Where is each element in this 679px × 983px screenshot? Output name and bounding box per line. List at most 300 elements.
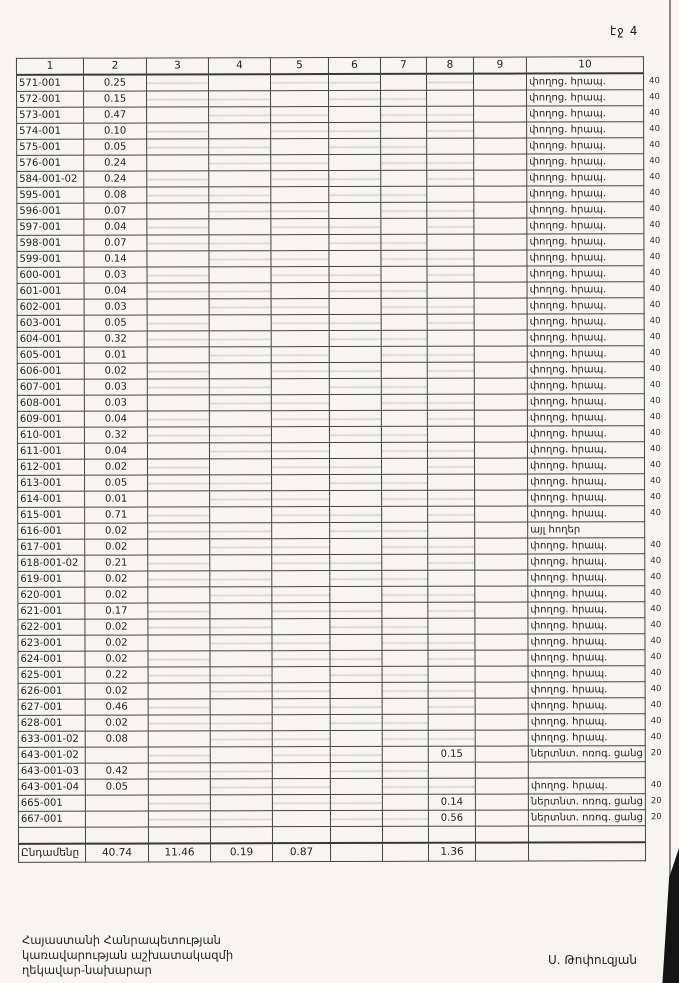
value-cell (475, 762, 528, 778)
edge-code: 40 (649, 316, 661, 327)
value-cell (427, 266, 474, 282)
value-cell (329, 90, 381, 106)
value-cell (427, 170, 474, 186)
land-type: փողոց. հրապ. (527, 218, 644, 234)
value-cell (329, 266, 381, 282)
value-cell (330, 602, 382, 618)
parcel-code: 574-001 (17, 123, 84, 139)
value-cell (382, 538, 428, 554)
land-type: այլ հողեր (528, 522, 645, 538)
value-cell (427, 362, 474, 378)
value-cell (381, 394, 427, 410)
table-row (18, 810, 671, 828)
value-cell (147, 155, 209, 171)
value-cell (209, 171, 271, 187)
value-cell (474, 170, 527, 186)
issuer-line-2: կառավարության աշխատակազմի (22, 948, 234, 962)
value-cell (427, 426, 474, 442)
parcel-code: 598-001 (17, 235, 84, 251)
issuer-block (22, 933, 233, 978)
value-cell (382, 522, 428, 538)
value-cell (147, 315, 209, 331)
value-cell (272, 651, 330, 667)
land-type: փողոց. հրապ. (527, 314, 644, 330)
land-type: փողոց. հրապ. (527, 170, 644, 186)
table-row (17, 266, 670, 284)
value-cell (271, 459, 329, 475)
value-cell (271, 379, 329, 395)
land-type: փողոց. հրապ. (527, 346, 644, 362)
value-cell (475, 602, 528, 618)
parcel-code: 626-001 (18, 683, 85, 699)
value-cell: 0.14 (428, 794, 475, 810)
total-c5: 0.87 (273, 843, 331, 862)
value-cell (272, 619, 330, 635)
land-type (528, 762, 645, 778)
table-row (17, 362, 670, 380)
value-cell (271, 107, 329, 123)
value-cell (209, 459, 271, 475)
value-cell (209, 411, 271, 427)
edge-code: 40 (649, 75, 660, 86)
value-cell (147, 139, 209, 155)
value-cell (427, 346, 474, 362)
value-cell (382, 730, 428, 746)
edge-code: 40 (649, 156, 661, 167)
value-cell (272, 523, 330, 539)
parcel-code: 643-001-04 (18, 779, 85, 795)
value-cell (329, 458, 381, 474)
value-cell: 0.02 (85, 683, 148, 699)
value-cell (475, 826, 528, 842)
column-header: 3 (146, 58, 208, 75)
value-cell (271, 267, 329, 283)
value-cell (210, 475, 272, 491)
value-cell (330, 618, 382, 634)
value-cell (475, 474, 528, 490)
parcel-code: 576-001 (17, 155, 84, 171)
value-cell: 0.56 (428, 810, 475, 826)
value-cell (209, 331, 271, 347)
value-cell (271, 187, 329, 203)
value-cell: 0.01 (85, 491, 148, 507)
value-cell (382, 586, 428, 602)
edge-code: 40 (649, 348, 661, 359)
value-cell (474, 90, 527, 106)
value-cell (209, 283, 271, 299)
value-cell (148, 715, 210, 731)
parcel-code: 620-001 (18, 587, 85, 603)
value-cell (474, 442, 527, 458)
parcel-code: 575-001 (17, 139, 84, 155)
value-cell (330, 666, 382, 682)
parcel-code: 596-001 (17, 203, 84, 219)
value-cell (382, 554, 428, 570)
table-row (17, 426, 670, 444)
parcel-code (18, 827, 85, 843)
value-cell (271, 155, 329, 171)
value-cell (474, 218, 527, 234)
value-cell: 0.02 (85, 635, 148, 651)
land-type: փողոց. հրապ. (527, 394, 644, 410)
value-cell (382, 602, 428, 618)
parcel-code: 572-001 (17, 91, 84, 107)
table-row (17, 154, 670, 172)
value-cell (209, 363, 271, 379)
value-cell: 0.25 (83, 75, 146, 92)
table-row (17, 378, 670, 396)
value-cell (381, 250, 427, 266)
value-cell (381, 218, 427, 234)
value-cell (475, 634, 528, 650)
value-cell (427, 234, 474, 250)
edge-code: 40 (649, 172, 661, 183)
value-cell (271, 139, 329, 155)
value-cell (473, 74, 526, 91)
table-row (17, 202, 670, 220)
land-type: փողոց. հրապ. (528, 474, 645, 490)
value-cell: 0.07 (84, 203, 147, 219)
value-cell (381, 346, 427, 362)
land-type: փողոց. հրապ. (527, 378, 644, 394)
value-cell (329, 362, 381, 378)
parcel-code: 602-001 (17, 299, 84, 315)
value-cell (381, 330, 427, 346)
edge-code (645, 762, 671, 778)
value-cell (427, 394, 474, 410)
value-cell (382, 826, 428, 842)
edge-code: 40 (649, 428, 661, 439)
value-cell (428, 762, 475, 778)
parcel-code: 623-001 (18, 635, 85, 651)
value-cell (475, 570, 528, 586)
value-cell (147, 379, 209, 395)
value-cell (271, 251, 329, 267)
value-cell (271, 171, 329, 187)
edge-code: 40 (650, 636, 662, 647)
page-number-label: էջ 4 (610, 24, 639, 38)
scan-edge-artifact (669, 0, 671, 983)
table-row (17, 458, 670, 476)
value-cell: 0.08 (84, 187, 147, 203)
value-cell (148, 731, 210, 747)
value-cell (272, 763, 330, 779)
value-cell (148, 571, 210, 587)
table-row (18, 698, 671, 716)
value-cell (428, 682, 475, 698)
parcel-code: 571-001 (16, 75, 83, 92)
value-cell (329, 234, 381, 250)
table-row (17, 138, 670, 156)
value-cell (330, 650, 382, 666)
value-cell: 0.71 (85, 507, 148, 523)
parcel-code: 606-001 (17, 363, 84, 379)
land-type: փողոց. հրապ. (528, 586, 645, 602)
value-cell (329, 138, 381, 154)
value-cell (428, 570, 475, 586)
land-type: փողոց. հրապ. (527, 442, 644, 458)
table-row (17, 90, 670, 108)
total-label: Ընդամենը (19, 843, 86, 862)
value-cell (147, 427, 209, 443)
value-cell (381, 266, 427, 282)
value-cell (474, 202, 527, 218)
value-cell (474, 186, 527, 202)
value-cell (474, 410, 527, 426)
value-cell (427, 330, 474, 346)
value-cell (147, 171, 209, 187)
edge-code: 40 (650, 732, 662, 743)
value-cell (428, 714, 475, 730)
value-cell (427, 90, 474, 106)
column-header: 9 (473, 57, 526, 74)
value-cell (209, 107, 271, 123)
value-cell (330, 778, 382, 794)
value-cell (427, 458, 474, 474)
total-c4: 0.19 (211, 843, 273, 862)
value-cell (272, 587, 330, 603)
value-cell (271, 91, 329, 107)
land-type: փողոց. հրապ. (527, 154, 644, 170)
table-row (18, 522, 671, 540)
table-row (18, 554, 671, 572)
value-cell (148, 667, 210, 683)
table-row (17, 442, 670, 460)
table-row (18, 778, 671, 796)
value-cell: 0.03 (84, 395, 147, 411)
value-cell (380, 74, 426, 91)
value-cell (210, 651, 272, 667)
value-cell (148, 523, 210, 539)
edge-code: 40 (650, 620, 662, 631)
value-cell (382, 778, 428, 794)
value-cell: 0.02 (85, 619, 148, 635)
value-cell (210, 667, 272, 683)
land-type: փողոց. հրապ. (528, 634, 645, 650)
value-cell (85, 795, 148, 811)
land-type: փողոց. հրապ. (527, 282, 644, 298)
value-cell (381, 282, 427, 298)
parcel-code: 605-001 (17, 347, 84, 363)
value-cell (272, 491, 330, 507)
land-type: փողոց. հրապ. (527, 458, 644, 474)
value-cell (428, 666, 475, 682)
value-cell (209, 267, 271, 283)
table-row (18, 538, 671, 556)
value-cell (210, 603, 272, 619)
table-total-row (19, 842, 672, 863)
value-cell (209, 427, 271, 443)
value-cell (427, 122, 474, 138)
value-cell (382, 618, 428, 634)
edge-code: 40 (650, 716, 662, 727)
table-row (18, 650, 671, 668)
value-cell (427, 106, 474, 122)
value-cell: 0.02 (85, 587, 148, 603)
parcel-code: 617-001 (18, 539, 85, 555)
value-cell (147, 203, 209, 219)
parcel-code: 628-001 (18, 715, 85, 731)
value-cell (474, 426, 527, 442)
edge-code: 20 (650, 796, 662, 807)
value-cell (210, 587, 272, 603)
value-cell (382, 666, 428, 682)
value-cell: 0.05 (84, 315, 147, 331)
value-cell: 0.22 (85, 667, 148, 683)
value-cell (148, 619, 210, 635)
value-cell: 0.03 (84, 299, 147, 315)
value-cell (147, 219, 209, 235)
value-cell (329, 314, 381, 330)
value-cell (148, 779, 210, 795)
value-cell: 0.02 (84, 459, 147, 475)
value-cell (147, 459, 209, 475)
value-cell (428, 490, 475, 506)
edge-code: 40 (650, 604, 662, 615)
value-cell: 0.04 (84, 283, 147, 299)
parcel-code: 603-001 (17, 315, 84, 331)
edge-header-spacer (643, 57, 669, 74)
value-cell (148, 555, 210, 571)
edge-code: 40 (650, 668, 662, 679)
parcel-code: 643-001-02 (18, 747, 85, 763)
value-cell (381, 138, 427, 154)
value-cell (330, 506, 382, 522)
table-row (18, 506, 671, 524)
value-cell (147, 299, 209, 315)
land-type: փողոց. հրապ. (528, 490, 645, 506)
parcel-code: 597-001 (17, 219, 84, 235)
value-cell (272, 667, 330, 683)
edge-code: 40 (650, 476, 661, 487)
value-cell (147, 123, 209, 139)
value-cell (382, 634, 428, 650)
parcel-code: 624-001 (18, 651, 85, 667)
value-cell (427, 314, 474, 330)
value-cell (85, 747, 148, 763)
land-type: փողոց. հրապ. (526, 73, 643, 90)
edge-code: 40 (649, 236, 661, 247)
table-row (18, 666, 671, 684)
land-parcels-table (16, 56, 672, 863)
value-cell (209, 139, 271, 155)
value-cell: 0.03 (84, 267, 147, 283)
table-row (17, 330, 670, 348)
edge-code: 40 (649, 92, 660, 103)
value-cell (85, 811, 148, 827)
value-cell (210, 715, 272, 731)
edge-code: 40 (649, 220, 661, 231)
table-row (18, 490, 671, 508)
value-cell: 0.17 (85, 603, 148, 619)
value-cell (329, 170, 381, 186)
total-c9 (476, 842, 529, 861)
value-cell (271, 347, 329, 363)
parcel-code: 600-001 (17, 267, 84, 283)
value-cell (474, 282, 527, 298)
total-edge (646, 842, 672, 861)
value-cell (148, 699, 210, 715)
parcel-code: 608-001 (17, 395, 84, 411)
table-row (17, 298, 670, 316)
table-row (17, 122, 670, 140)
value-cell (330, 522, 382, 538)
value-cell (209, 443, 271, 459)
value-cell (329, 106, 381, 122)
column-header: 8 (426, 57, 473, 74)
value-cell (210, 619, 272, 635)
edge-code: 40 (649, 444, 661, 455)
value-cell (330, 682, 382, 698)
table-row (17, 282, 670, 300)
edge-code: 40 (649, 412, 661, 423)
table-row (17, 250, 670, 268)
parcel-code: 595-001 (17, 187, 84, 203)
table-row (18, 730, 671, 748)
value-cell (330, 570, 382, 586)
parcel-code: 584-001-02 (17, 171, 84, 187)
value-cell (382, 794, 428, 810)
value-cell (210, 795, 272, 811)
value-cell (330, 490, 382, 506)
table-row (17, 394, 670, 412)
value-cell (272, 779, 330, 795)
value-cell (210, 523, 272, 539)
total-c8: 1.36 (429, 842, 476, 861)
value-cell (148, 683, 210, 699)
value-cell (147, 411, 209, 427)
edge-code (645, 826, 671, 842)
value-cell (381, 410, 427, 426)
signature-name: Ս. Թոփուզյան (548, 953, 638, 967)
value-cell (272, 747, 330, 763)
land-type: փողոց. հրապ. (528, 618, 645, 634)
value-cell (428, 474, 475, 490)
value-cell (209, 379, 271, 395)
value-cell (427, 202, 474, 218)
value-cell: 0.15 (84, 91, 147, 107)
value-cell (330, 474, 382, 490)
value-cell (209, 395, 271, 411)
edge-code: 40 (649, 108, 660, 119)
value-cell: 0.04 (84, 219, 147, 235)
value-cell (428, 522, 475, 538)
value-cell (381, 298, 427, 314)
table-row (17, 106, 670, 124)
parcel-code: 599-001 (17, 251, 84, 267)
value-cell (272, 795, 330, 811)
parcel-code: 615-001 (18, 507, 85, 523)
value-cell (147, 363, 209, 379)
value-cell (474, 106, 527, 122)
land-type: փողոց. հրապ. (528, 666, 645, 682)
edge-code: 40 (650, 508, 662, 519)
value-cell: 0.05 (85, 779, 148, 795)
value-cell (271, 443, 329, 459)
value-cell (271, 395, 329, 411)
value-cell: 0.02 (85, 523, 148, 539)
table-row (18, 714, 671, 732)
value-cell (474, 458, 527, 474)
parcel-code: 665-001 (18, 795, 85, 811)
value-cell (427, 410, 474, 426)
total-c7 (383, 842, 429, 861)
value-cell (381, 170, 427, 186)
value-cell (329, 394, 381, 410)
parcel-code: 643-001-03 (18, 763, 85, 779)
value-cell: 0.10 (84, 123, 147, 139)
total-c2: 40.74 (86, 843, 149, 862)
